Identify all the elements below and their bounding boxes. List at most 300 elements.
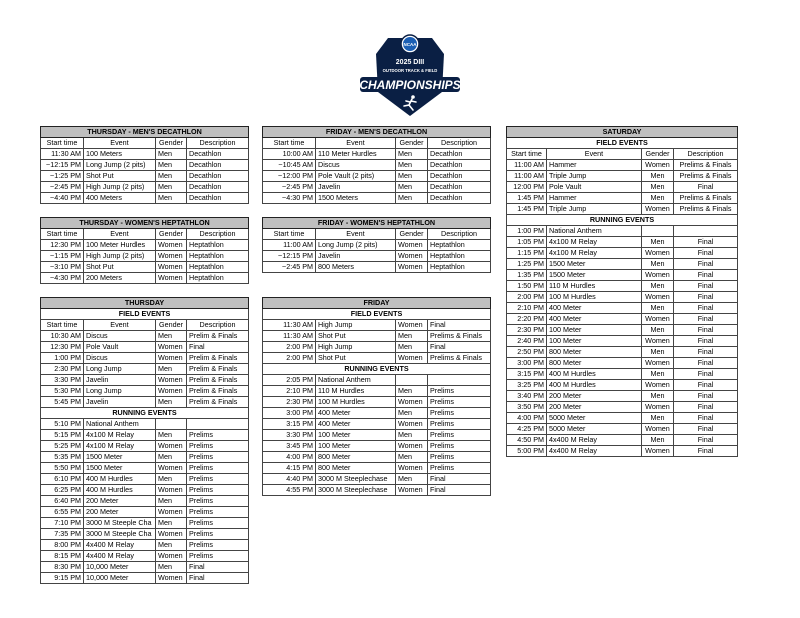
table-row	[41, 397, 249, 408]
start-time-cell: ~4:40 PM	[41, 193, 84, 204]
start-time-cell: 10:30 AM	[41, 331, 84, 342]
logo-badge-text: NCAA	[403, 42, 417, 47]
start-time-cell: 4:40 PM	[263, 474, 316, 485]
description-cell: Final	[674, 303, 738, 314]
start-time-cell: 4:00 PM	[507, 413, 547, 424]
table-row	[263, 474, 491, 485]
col-header-event: Event	[84, 138, 156, 149]
description-cell: Final	[674, 402, 738, 413]
gender-cell: Women	[642, 160, 674, 171]
description-cell: Heptathlon	[187, 240, 249, 251]
start-time-cell: 5:50 PM	[41, 463, 84, 474]
gender-cell: Men	[642, 347, 674, 358]
table-row	[41, 441, 249, 452]
description-cell: Prelims & Finals	[428, 331, 491, 342]
description-cell	[187, 419, 249, 430]
description-cell: Decathlon	[428, 160, 491, 171]
description-cell: Prelim & Finals	[187, 353, 249, 364]
description-cell: Prelims & Finals	[428, 353, 491, 364]
field-events-title: FIELD EVENTS	[263, 309, 491, 320]
table-row	[507, 314, 738, 325]
description-cell: Decathlon	[187, 193, 249, 204]
start-time-cell: 5:25 PM	[41, 441, 84, 452]
column-header-row	[263, 138, 491, 149]
table-row	[507, 391, 738, 402]
table-row	[507, 193, 738, 204]
start-time-cell: 4:50 PM	[507, 435, 547, 446]
gender-cell: Men	[156, 160, 187, 171]
table-row	[507, 424, 738, 435]
event-cell: 400 Meters	[84, 193, 156, 204]
event-cell: 100 Meter	[316, 441, 396, 452]
start-time-cell: 4:25 PM	[507, 424, 547, 435]
description-cell: Decathlon	[428, 182, 491, 193]
description-cell: Decathlon	[187, 171, 249, 182]
col-header-description: Description	[187, 138, 249, 149]
field-events-title-row	[507, 138, 738, 149]
col-header-start-time: Start time	[507, 149, 547, 160]
start-time-cell: ~1:15 PM	[41, 251, 84, 262]
event-cell: Long Jump (2 pits)	[316, 240, 396, 251]
event-cell: 400 M Hurdles	[547, 369, 642, 380]
gender-cell: Women	[642, 402, 674, 413]
description-cell: Prelims	[187, 551, 249, 562]
gender-cell: Women	[156, 463, 187, 474]
start-time-cell: 2:10 PM	[263, 386, 316, 397]
event-cell: 110 Meter Hurdles	[316, 149, 396, 160]
event-cell: 110 M Hurdles	[316, 386, 396, 397]
table-title: FRIDAY - WOMEN'S HEPTATHLON	[263, 218, 491, 229]
start-time-cell: ~12:00 PM	[263, 171, 316, 182]
event-cell: 1500 Meter	[84, 452, 156, 463]
gender-cell: Women	[156, 485, 187, 496]
running-events-title-row	[263, 364, 491, 375]
description-cell: Prelims & Finals	[674, 204, 738, 215]
event-cell: 200 Meter	[547, 391, 642, 402]
table-row	[507, 325, 738, 336]
event-cell: National Anthem	[316, 375, 396, 386]
table-row	[41, 573, 249, 584]
table-row	[507, 204, 738, 215]
start-time-cell: ~2:45 PM	[41, 182, 84, 193]
gender-cell: Men	[156, 182, 187, 193]
description-cell: Final	[187, 573, 249, 584]
description-cell: Final	[674, 292, 738, 303]
event-cell: 4x100 M Relay	[547, 248, 642, 259]
gender-cell: Men	[396, 386, 428, 397]
start-time-cell: 2:10 PM	[507, 303, 547, 314]
col-header-description: Description	[674, 149, 738, 160]
gender-cell	[156, 419, 187, 430]
start-time-cell: 3:50 PM	[507, 402, 547, 413]
event-cell: 800 Meter	[547, 358, 642, 369]
table-row	[507, 435, 738, 446]
gender-cell: Women	[156, 507, 187, 518]
gender-cell: Women	[642, 292, 674, 303]
start-time-cell: 9:15 PM	[41, 573, 84, 584]
event-cell: 100 Meter	[547, 336, 642, 347]
start-time-cell: 11:30 AM	[263, 331, 316, 342]
description-cell: Decathlon	[187, 182, 249, 193]
start-time-cell: 2:05 PM	[263, 375, 316, 386]
gender-cell: Women	[642, 248, 674, 259]
event-cell: 3000 M Steeple Cha	[84, 529, 156, 540]
description-cell: Heptathlon	[187, 262, 249, 273]
event-cell: Javelin	[316, 182, 396, 193]
table-row	[507, 160, 738, 171]
description-cell: Prelims	[187, 540, 249, 551]
gender-cell: Men	[396, 182, 428, 193]
gender-cell: Men	[156, 430, 187, 441]
description-cell: Prelims	[187, 496, 249, 507]
event-cell: 400 Meter	[547, 303, 642, 314]
gender-cell: Men	[396, 193, 428, 204]
start-time-cell: 7:35 PM	[41, 529, 84, 540]
event-cell: 800 Meters	[316, 262, 396, 273]
start-time-cell: 2:30 PM	[41, 364, 84, 375]
table-row	[41, 386, 249, 397]
gender-cell: Men	[642, 435, 674, 446]
start-time-cell: 3:45 PM	[263, 441, 316, 452]
col-header-event: Event	[316, 229, 396, 240]
gender-cell: Women	[156, 375, 187, 386]
event-cell: 5000 Meter	[547, 413, 642, 424]
col-header-gender: Gender	[156, 320, 187, 331]
description-cell	[674, 226, 738, 237]
table-row	[41, 419, 249, 430]
gender-cell: Men	[156, 474, 187, 485]
table-row	[263, 441, 491, 452]
col-header-description: Description	[187, 320, 249, 331]
description-cell: Final	[674, 358, 738, 369]
table-row	[41, 364, 249, 375]
day-title: THURSDAY	[41, 298, 249, 309]
description-cell: Prelim & Finals	[187, 397, 249, 408]
event-cell: 400 M Hurdles	[547, 380, 642, 391]
description-cell: Final	[428, 474, 491, 485]
gender-cell: Men	[642, 413, 674, 424]
table-row	[263, 160, 491, 171]
start-time-cell: 5:00 PM	[507, 446, 547, 457]
gender-cell: Women	[642, 358, 674, 369]
event-cell: 5000 Meter	[547, 424, 642, 435]
description-cell: Prelims	[187, 430, 249, 441]
description-cell: Decathlon	[187, 160, 249, 171]
table-row	[41, 182, 249, 193]
start-time-cell: 1:45 PM	[507, 204, 547, 215]
gender-cell: Men	[156, 331, 187, 342]
start-time-cell: 10:00 AM	[263, 149, 316, 160]
table-row	[263, 240, 491, 251]
table-row	[263, 375, 491, 386]
table-row	[507, 259, 738, 270]
table-row	[41, 342, 249, 353]
event-cell: 200 Meter	[84, 496, 156, 507]
event-cell: 800 Meter	[316, 452, 396, 463]
start-time-cell: 12:00 PM	[507, 182, 547, 193]
description-cell: Decathlon	[428, 193, 491, 204]
description-cell: Final	[674, 369, 738, 380]
gender-cell: Men	[156, 193, 187, 204]
description-cell: Prelims	[187, 518, 249, 529]
start-time-cell: ~3:10 PM	[41, 262, 84, 273]
gender-cell: Women	[396, 320, 428, 331]
description-cell: Final	[187, 342, 249, 353]
table-row	[41, 160, 249, 171]
col-header-start-time: Start time	[41, 138, 84, 149]
col-header-gender: Gender	[396, 138, 428, 149]
table-row	[41, 273, 249, 284]
event-cell: Discus	[316, 160, 396, 171]
col-header-start-time: Start time	[263, 229, 316, 240]
table-row	[507, 270, 738, 281]
table-row	[41, 240, 249, 251]
start-time-cell: 8:30 PM	[41, 562, 84, 573]
description-cell: Prelim & Finals	[187, 364, 249, 375]
table-row	[41, 193, 249, 204]
gender-cell: Women	[642, 204, 674, 215]
description-cell: Prelims	[187, 441, 249, 452]
table-title: FRIDAY - MEN'S DECATHLON	[263, 127, 491, 138]
description-cell: Decathlon	[428, 149, 491, 160]
gender-cell: Women	[642, 270, 674, 281]
gender-cell: Women	[156, 573, 187, 584]
event-cell: Shot Put	[316, 353, 396, 364]
table-row	[263, 419, 491, 430]
running-events-title: RUNNING EVENTS	[41, 408, 249, 419]
description-cell: Final	[674, 413, 738, 424]
column-header-row	[41, 229, 249, 240]
gender-cell: Men	[642, 237, 674, 248]
description-cell: Final	[674, 446, 738, 457]
start-time-cell: 1:00 PM	[507, 226, 547, 237]
start-time-cell: 3:15 PM	[263, 419, 316, 430]
gender-cell: Women	[156, 353, 187, 364]
start-time-cell: 6:40 PM	[41, 496, 84, 507]
start-time-cell: 5:10 PM	[41, 419, 84, 430]
description-cell: Final	[428, 342, 491, 353]
table-row	[507, 369, 738, 380]
description-cell: Final	[674, 347, 738, 358]
description-cell: Final	[674, 182, 738, 193]
table-row	[263, 171, 491, 182]
table-row	[507, 358, 738, 369]
day-title-row	[41, 298, 249, 309]
event-cell: Shot Put	[316, 331, 396, 342]
friday-table	[262, 297, 491, 496]
gender-cell: Men	[642, 281, 674, 292]
thu-decathlon-table	[40, 126, 249, 204]
start-time-cell: ~2:45 PM	[263, 262, 316, 273]
table-row	[263, 452, 491, 463]
description-cell: Prelim & Finals	[187, 386, 249, 397]
description-cell: Final	[674, 248, 738, 259]
gender-cell: Men	[156, 452, 187, 463]
gender-cell: Men	[156, 496, 187, 507]
description-cell: Heptathlon	[428, 251, 491, 262]
start-time-cell: ~10:45 AM	[263, 160, 316, 171]
table-row	[41, 474, 249, 485]
table-row	[507, 237, 738, 248]
gender-cell: Men	[642, 369, 674, 380]
description-cell: Prelims	[428, 441, 491, 452]
event-cell: 4x100 M Relay	[84, 441, 156, 452]
event-cell: 4x100 M Relay	[84, 430, 156, 441]
day-title: FRIDAY	[263, 298, 491, 309]
start-time-cell: 3:00 PM	[263, 408, 316, 419]
table-row	[263, 463, 491, 474]
table-row	[507, 402, 738, 413]
start-time-cell: 4:55 PM	[263, 485, 316, 496]
gender-cell: Women	[156, 262, 187, 273]
gender-cell: Men	[642, 303, 674, 314]
start-time-cell: 2:20 PM	[507, 314, 547, 325]
table-row	[41, 149, 249, 160]
running-events-title: RUNNING EVENTS	[507, 215, 738, 226]
start-time-cell: 1:35 PM	[507, 270, 547, 281]
day-title-row	[507, 127, 738, 138]
event-cell: 100 Meter Hurdles	[84, 240, 156, 251]
gender-cell: Women	[642, 314, 674, 325]
description-cell: Heptathlon	[428, 240, 491, 251]
event-cell: 4x400 M Relay	[84, 551, 156, 562]
field-events-title: FIELD EVENTS	[41, 309, 249, 320]
table-title-row	[263, 127, 491, 138]
description-cell	[428, 375, 491, 386]
gender-cell: Men	[156, 518, 187, 529]
gender-cell: Men	[156, 562, 187, 573]
gender-cell: Women	[642, 380, 674, 391]
event-cell: 1500 Meter	[84, 463, 156, 474]
start-time-cell: 3:00 PM	[507, 358, 547, 369]
event-cell: Pole Vault	[84, 342, 156, 353]
col-header-gender: Gender	[156, 229, 187, 240]
table-row	[263, 485, 491, 496]
start-time-cell: 2:40 PM	[507, 336, 547, 347]
event-cell: 1500 Meter	[547, 270, 642, 281]
table-title: THURSDAY - WOMEN'S HEPTATHLON	[41, 218, 249, 229]
start-time-cell: ~4:30 PM	[263, 193, 316, 204]
start-time-cell: 3:15 PM	[507, 369, 547, 380]
table-row	[41, 463, 249, 474]
table-row	[263, 251, 491, 262]
start-time-cell: 2:00 PM	[507, 292, 547, 303]
description-cell: Prelim & Finals	[187, 375, 249, 386]
col-header-description: Description	[187, 229, 249, 240]
description-cell: Heptathlon	[187, 251, 249, 262]
description-cell: Prelims & Finals	[674, 193, 738, 204]
table-row	[41, 540, 249, 551]
description-cell: Final	[674, 325, 738, 336]
event-cell: 100 M Hurdles	[547, 292, 642, 303]
table-row	[507, 248, 738, 259]
event-cell: Hammer	[547, 160, 642, 171]
col-header-start-time: Start time	[41, 229, 84, 240]
day-title-row	[263, 298, 491, 309]
event-cell: 1500 Meter	[547, 259, 642, 270]
event-cell: 100 Meters	[84, 149, 156, 160]
table-row	[41, 171, 249, 182]
gender-cell: Men	[642, 391, 674, 402]
event-cell: Discus	[84, 353, 156, 364]
table-row	[507, 226, 738, 237]
field-events-title-row	[41, 309, 249, 320]
start-time-cell: 2:00 PM	[263, 342, 316, 353]
event-cell: 1500 Meters	[316, 193, 396, 204]
gender-cell: Men	[642, 259, 674, 270]
gender-cell: Women	[396, 397, 428, 408]
event-cell: National Anthem	[84, 419, 156, 430]
event-cell: Long Jump (2 pits)	[84, 160, 156, 171]
table-row	[263, 331, 491, 342]
table-row	[507, 413, 738, 424]
gender-cell: Women	[156, 386, 187, 397]
event-cell: Pole Vault (2 pits)	[316, 171, 396, 182]
col-header-gender: Gender	[156, 138, 187, 149]
description-cell: Prelims & Finals	[674, 160, 738, 171]
gender-cell: Men	[396, 160, 428, 171]
table-row	[41, 331, 249, 342]
event-cell: Long Jump	[84, 386, 156, 397]
description-cell: Prelims	[187, 463, 249, 474]
column-header-row	[41, 320, 249, 331]
description-cell: Final	[187, 562, 249, 573]
column-header-row	[41, 138, 249, 149]
start-time-cell: 8:15 PM	[41, 551, 84, 562]
description-cell: Prelims & Finals	[674, 171, 738, 182]
gender-cell	[396, 375, 428, 386]
table-row	[41, 551, 249, 562]
gender-cell: Men	[396, 430, 428, 441]
table-row	[507, 171, 738, 182]
gender-cell: Women	[396, 419, 428, 430]
table-row	[41, 430, 249, 441]
gender-cell: Men	[642, 193, 674, 204]
gender-cell: Women	[396, 240, 428, 251]
gender-cell: Women	[156, 529, 187, 540]
column-header-row	[507, 149, 738, 160]
table-row	[41, 251, 249, 262]
running-events-title: RUNNING EVENTS	[263, 364, 491, 375]
col-header-description: Description	[428, 138, 491, 149]
table-row	[507, 347, 738, 358]
event-cell: Hammer	[547, 193, 642, 204]
description-cell: Final	[674, 336, 738, 347]
event-cell: Javelin	[84, 375, 156, 386]
start-time-cell: 5:35 PM	[41, 452, 84, 463]
description-cell: Prelims	[428, 463, 491, 474]
day-title: SATURDAY	[507, 127, 738, 138]
event-cell: 200 Meter	[84, 507, 156, 518]
event-cell: 4x400 M Relay	[84, 540, 156, 551]
event-cell: 100 Meter	[316, 430, 396, 441]
event-cell: 400 Meter	[316, 419, 396, 430]
gender-cell: Men	[156, 149, 187, 160]
event-cell: 100 M Hurdles	[316, 397, 396, 408]
description-cell: Decathlon	[428, 171, 491, 182]
thu-heptathlon-table	[40, 217, 249, 284]
event-cell: Javelin	[316, 251, 396, 262]
description-cell: Final	[674, 435, 738, 446]
col-header-event: Event	[547, 149, 642, 160]
table-row	[507, 446, 738, 457]
description-cell: Final	[674, 270, 738, 281]
logo-year: 2025 DIII	[395, 59, 425, 66]
gender-cell: Women	[642, 424, 674, 435]
gender-cell: Men	[396, 331, 428, 342]
table-title-row	[41, 127, 249, 138]
event-cell: 3000 M Steeplechase	[316, 474, 396, 485]
